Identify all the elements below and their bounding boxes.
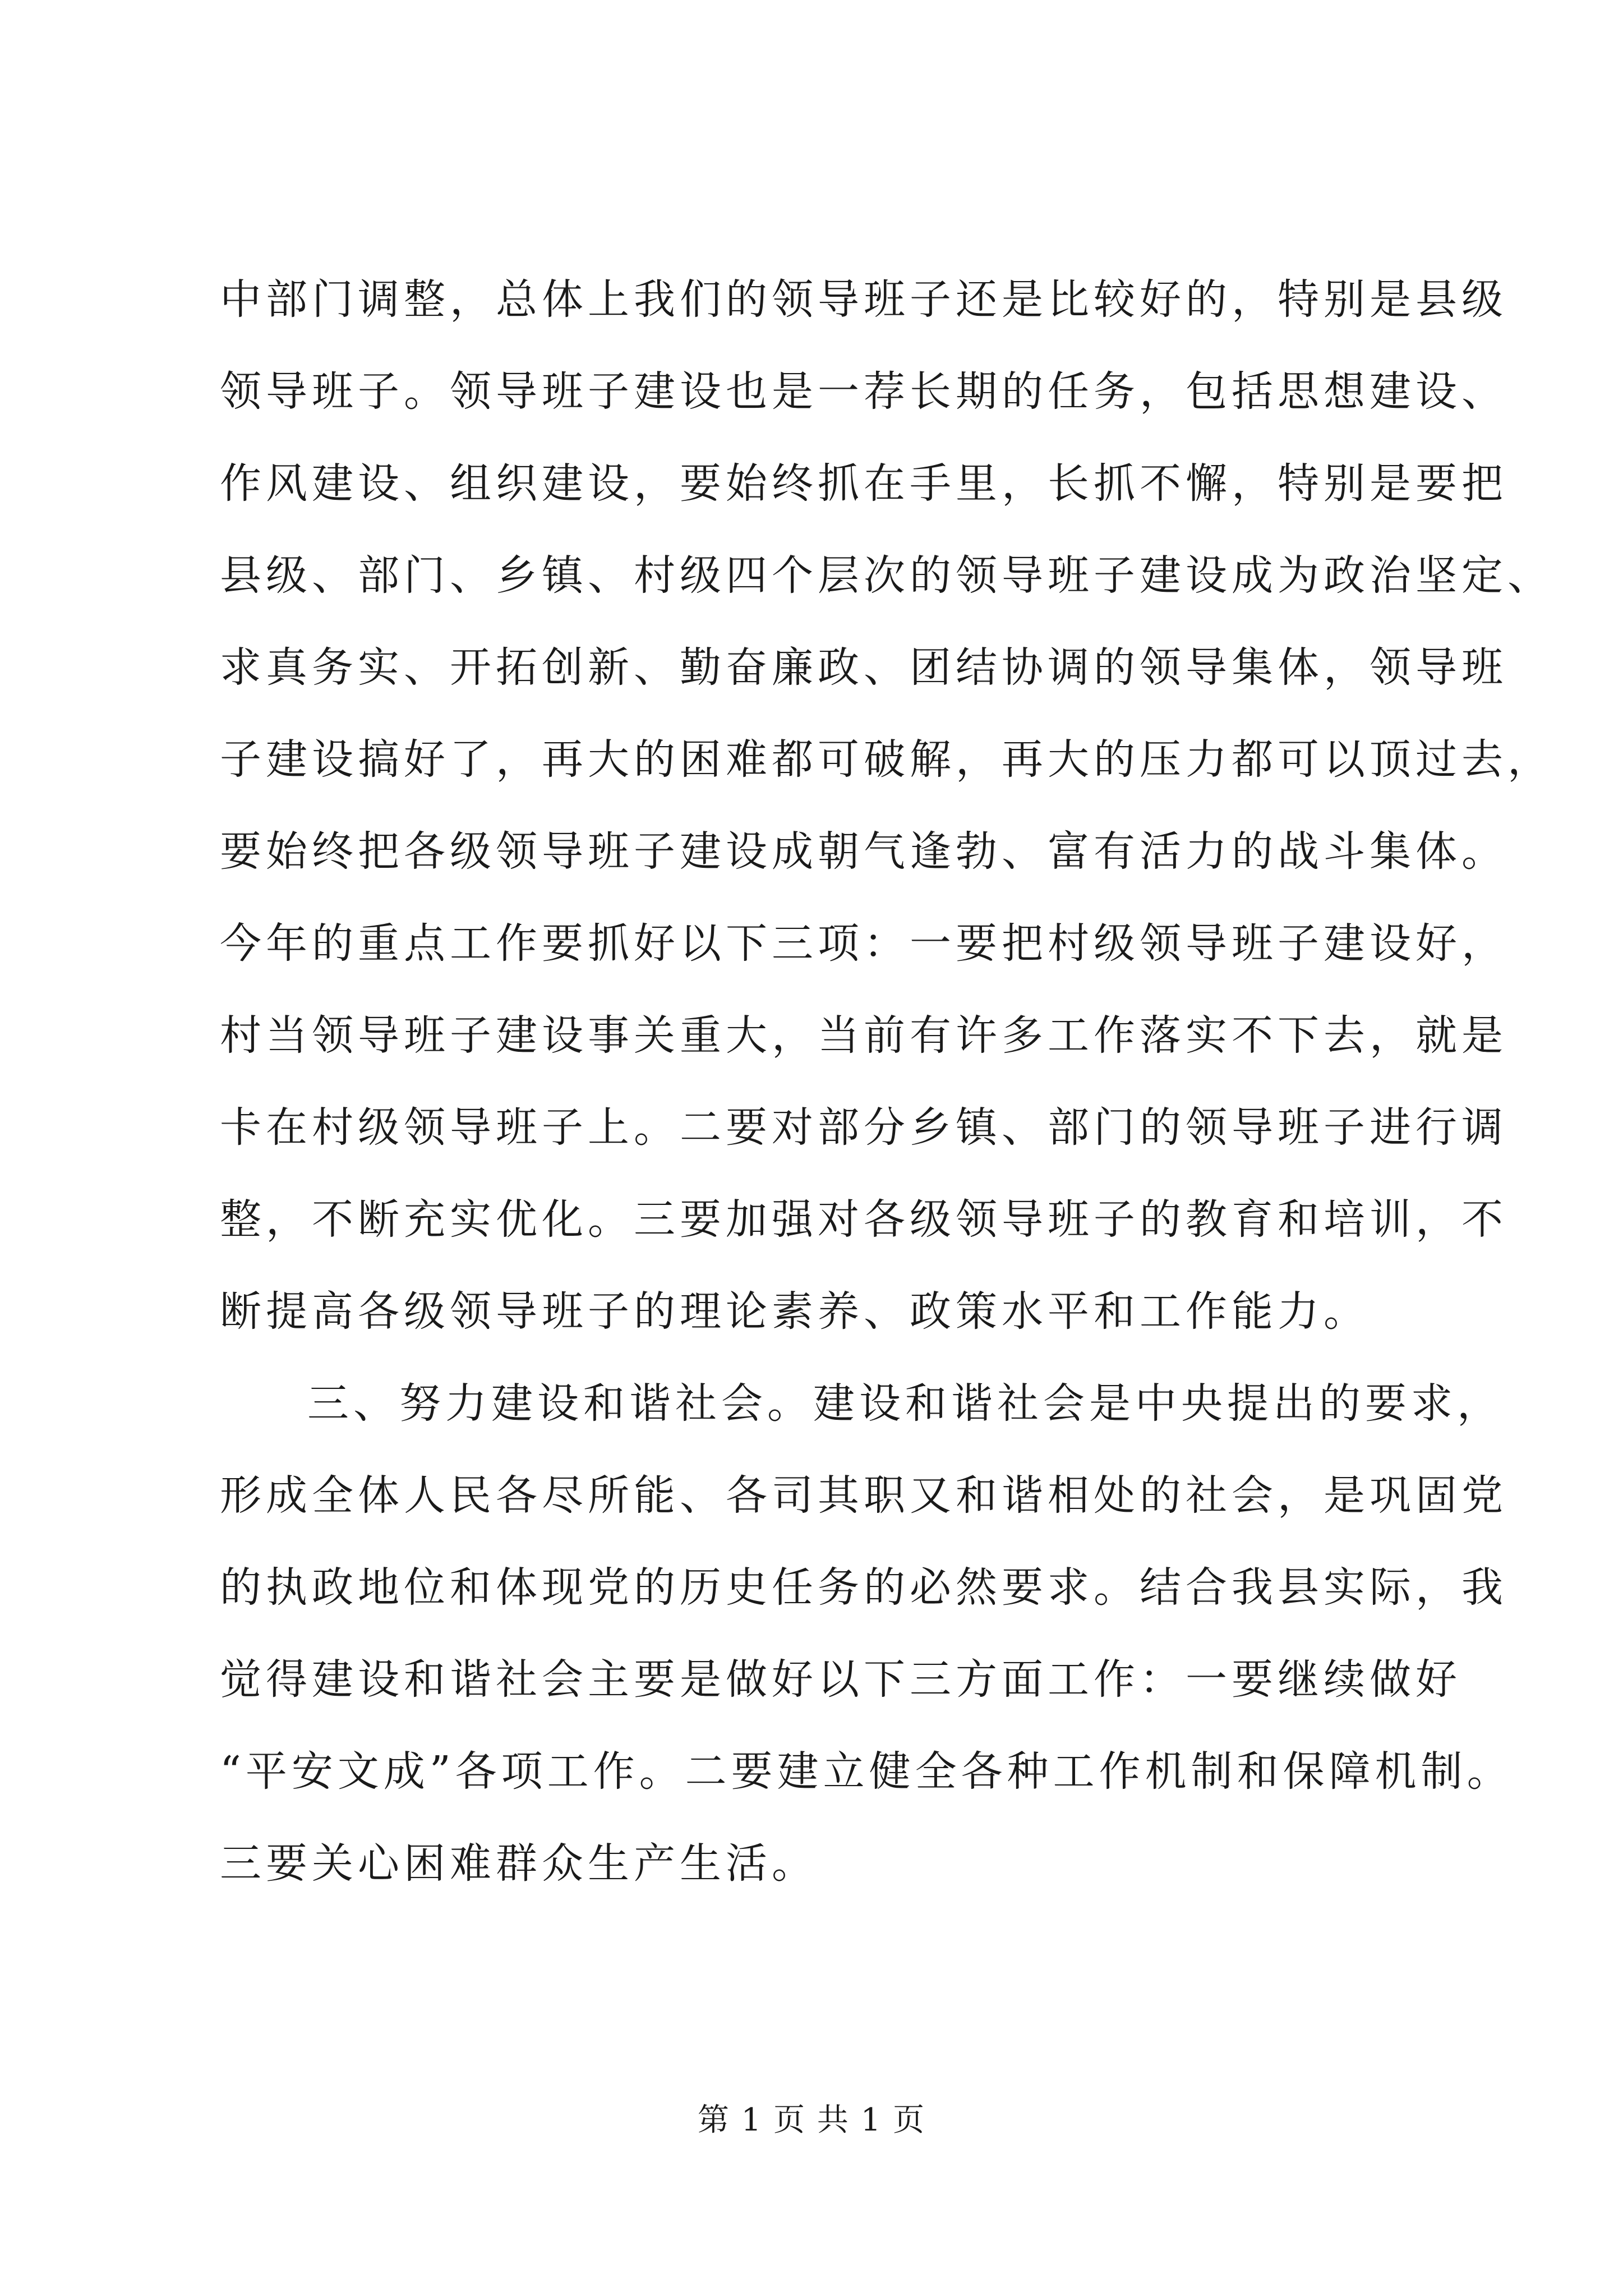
text-line: 中部门调整，总体上我们的领导班子还是比较好的，特别是县级 xyxy=(220,275,1507,324)
body-text xyxy=(220,254,1553,1910)
text-line: 子建设搞好了，再大的困难都可破解，再大的压力都可以顶过去， xyxy=(220,735,1553,784)
text-line: 作风建设、组织建设，要始终抓在手里，长抓不懈，特别是要把 xyxy=(220,459,1507,508)
page-number-footer: 第 1 页 共 1 页 xyxy=(697,2102,926,2138)
text-line: 的执政地位和体现党的历史任务的必然要求。结合我县实际，我 xyxy=(220,1563,1507,1612)
text-line: 领导班子。领导班子建设也是一荐长期的任务，包括思想建设、 xyxy=(220,367,1507,416)
text-line: 今年的重点工作要抓好以下三项：一要把村级领导班子建设好， xyxy=(220,919,1507,968)
text-line: 三要关心困难群众生产生活。 xyxy=(220,1839,818,1888)
text-line: 求真务实、开拓创新、勤奋廉政、团结协调的领导集体，领导班 xyxy=(220,643,1507,692)
text-line: 形成全体人民各尽所能、各司其职又和谐相处的社会，是巩固党 xyxy=(220,1471,1507,1520)
text-line: “平安文成”各项工作。二要建立健全各种工作机制和保障机制。 xyxy=(220,1747,1513,1796)
text-line: 村当领导班子建设事关重大，当前有许多工作落实不下去，就是 xyxy=(220,1011,1507,1060)
text-line: 卡在村级领导班子上。二要对部分乡镇、部门的领导班子进行调 xyxy=(220,1103,1507,1152)
text-line: 整，不断充实优化。三要加强对各级领导班子的教育和培训，不 xyxy=(220,1195,1507,1244)
text-line: 县级、部门、乡镇、村级四个层次的领导班子建设成为政治坚定、 xyxy=(220,551,1553,600)
section-heading-line: 三、努力建设和谐社会。建设和谐社会是中央提出的要求， xyxy=(307,1379,1503,1428)
text-line: 觉得建设和谐社会主要是做好以下三方面工作：一要继续做好 xyxy=(220,1655,1461,1704)
text-line: 断提高各级领导班子的理论素养、政策水平和工作能力。 xyxy=(220,1287,1370,1336)
text-line: 要始终把各级领导班子建设成朝气逢勃、富有活力的战斗集体。 xyxy=(220,827,1507,876)
